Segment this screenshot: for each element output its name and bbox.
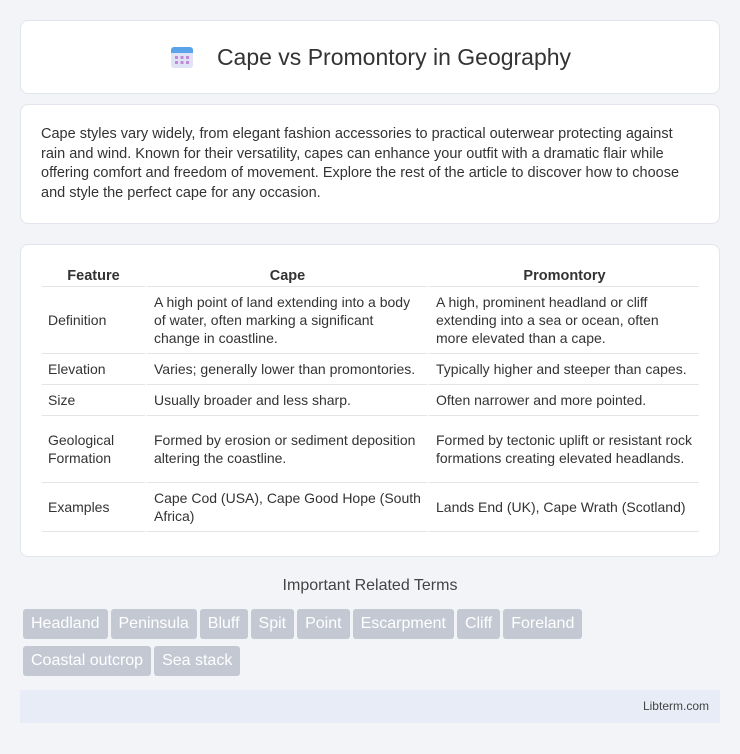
table-row [42,287,699,354]
tag-peninsula[interactable]: Peninsula [111,609,197,639]
table-cell-cape: Formed by erosion or sediment deposition altering the coastline. [145,416,427,483]
table-cell-promontory: Formed by tectonic uplift or resistant rock formations creating elevated headlands. [427,416,699,483]
calendar-icon [169,44,195,70]
tag-headland[interactable]: Headland [23,609,108,639]
table-cell-feature: Elevation [42,354,145,385]
footer [20,690,720,723]
table-cell-promontory: Lands End (UK), Cape Wrath (Scotland) [427,483,699,532]
tag-point[interactable]: Point [297,609,349,639]
table-cell-promontory: Typically higher and steeper than capes. [427,354,699,385]
table-cell-promontory: A high, prominent headland or cliff extending into a sea or ocean, often more elevated than a cape. [427,287,699,354]
footer-link[interactable]: Libterm.com [642,699,709,713]
tag-spit[interactable]: Spit [251,609,295,639]
table-cell-feature: Definition [42,287,145,354]
comparison-table [42,265,699,532]
tag-foreland[interactable]: Foreland [503,609,582,639]
table-header-row [42,265,699,287]
intro-card [20,104,720,224]
table-row [42,385,699,416]
tag-sea-stack[interactable]: Sea stack [154,646,240,676]
table-row [42,483,699,532]
table-cell-feature: Examples [42,483,145,532]
tag-bluff[interactable]: Bluff [200,609,248,639]
table-cell-cape: Cape Cod (USA), Cape Good Hope (South Africa) [145,483,427,532]
related-terms-title: Important Related Terms [282,577,458,594]
column-header-promontory: Promontory [427,265,699,287]
table-cell-cape: Usually broader and less sharp. [145,385,427,416]
column-header-cape: Cape [145,265,427,287]
related-terms-list [23,609,723,683]
table-cell-cape: Varies; generally lower than promontories. [145,354,427,385]
table-cell-cape: A high point of land extending into a body of water, often marking a significant change in coastline. [145,287,427,354]
table-row [42,354,699,385]
comparison-card [20,244,720,557]
column-header-feature: Feature [42,265,145,287]
table-row [42,416,699,483]
header-card [20,20,720,94]
tag-coastal-outcrop[interactable]: Coastal outcrop [23,646,151,676]
page-title: Cape vs Promontory in Geography [216,43,572,70]
table-cell-promontory: Often narrower and more pointed. [427,385,699,416]
tag-cliff[interactable]: Cliff [457,609,500,639]
tag-escarpment[interactable]: Escarpment [353,609,454,639]
intro-text: Cape styles vary widely, from elegant fashion accessories to practical outerwear protecting against rain and wind. Known for their versatility, capes can enhance your outfit with a dramatic flair while offering comfort and freedom of movement. Explore the rest of the article to discover how to choose and style the perfect cape for any occasion. [41,126,680,201]
table-cell-feature: Geological Formation [42,416,145,483]
table-cell-feature: Size [42,385,145,416]
